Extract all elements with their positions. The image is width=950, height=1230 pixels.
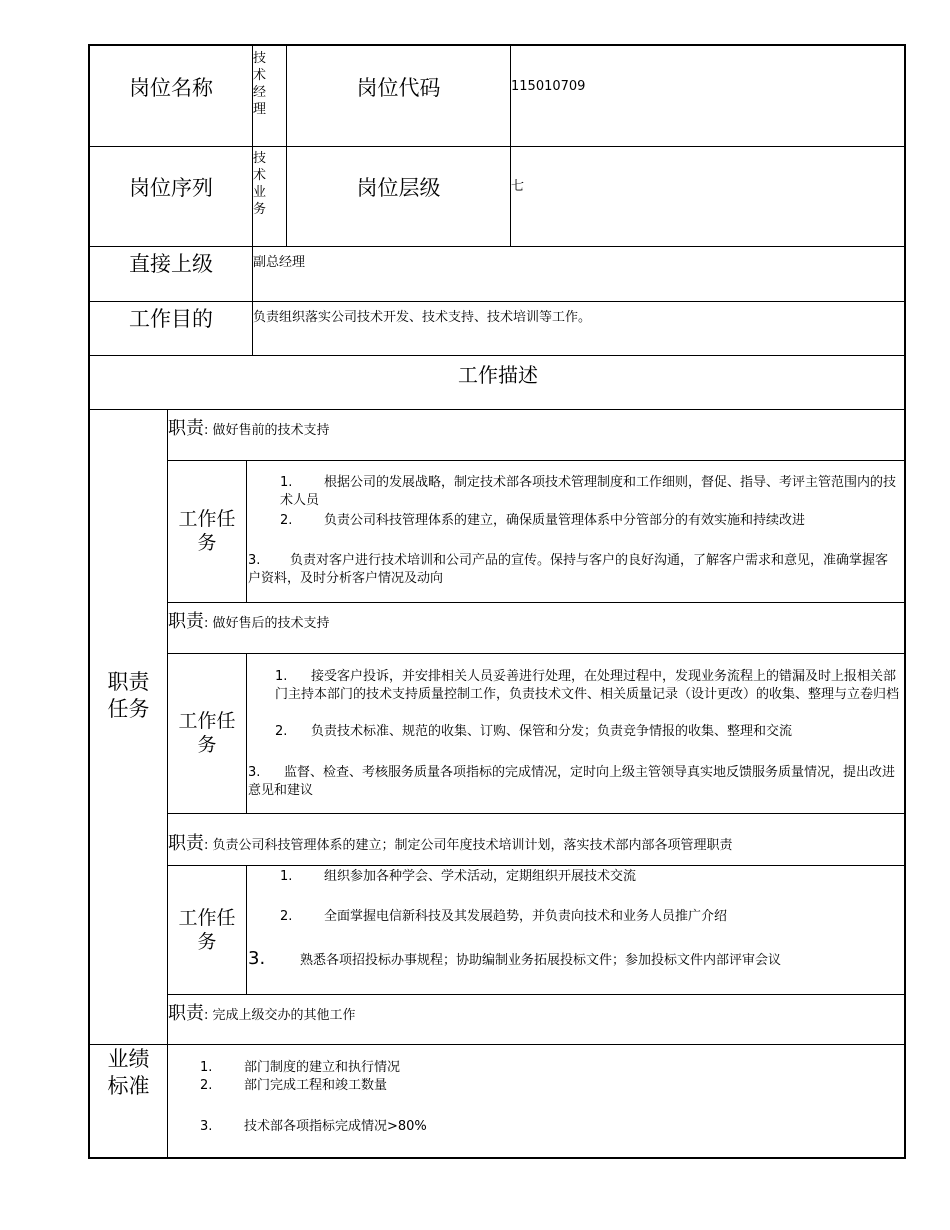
row-divider	[167, 865, 906, 866]
superior-value: 副总经理	[253, 255, 306, 270]
row-divider	[90, 409, 906, 410]
duty-prefix: 职责	[168, 611, 204, 632]
duty-1-task-1: 1. 根据公司的发展战略，制定技术部各项技术管理制度和工作细则，督促、指导、考评主管范围内的技术人员	[280, 475, 897, 508]
col-divider	[246, 653, 247, 813]
col-divider	[510, 46, 511, 246]
post-name-label: 岗位名称	[129, 76, 213, 100]
performance-item-2: 2. 部门完成工程和竣工数量	[200, 1078, 388, 1093]
task-label: 工作任务	[178, 508, 236, 554]
duty-prefix: 职责	[168, 1003, 204, 1024]
task-label: 工作任务	[178, 906, 236, 953]
duty-3-task-1: 1. 组织参加各种学会、学术活动，定期组织开展技术交流	[280, 869, 637, 884]
purpose-value: 负责组织落实公司技术开发、技术支持、技术培训等工作。	[253, 310, 592, 325]
post-level-label: 岗位层级	[356, 176, 441, 200]
description-title: 工作描述	[458, 362, 538, 387]
duties-label: 职责任务	[107, 670, 150, 721]
performance-item-3: 3. 技术部各项指标完成情况>80%	[200, 1119, 427, 1134]
row-divider	[167, 653, 906, 654]
row-divider	[167, 460, 906, 461]
duty-2-task-1: 1. 接受客户投诉，并安排相关人员妥善进行处理，在处理过程中，发现业务流程上的错漏及时上报相关部门主持本部门的技术支持质量控制工作，负责技术文件、相关质量记录（设计更改）的收集、整理与立卷归档	[275, 669, 900, 702]
duty-3-row	[168, 829, 898, 855]
job-description-table	[88, 44, 906, 1159]
post-series-label: 岗位序列	[129, 176, 213, 200]
duty-prefix: 职责	[168, 418, 204, 439]
duty-3-task-2: 2. 全面掌握电信新科技及其发展趋势，并负责向技术和业务人员推广介绍	[280, 909, 728, 924]
duty-2-task-3: 3. 监督、检查、考核服务质量各项指标的完成情况，定时向上级主管领导真实地反馈服务质量情况，提出改进意见和建议	[248, 765, 896, 798]
row-divider	[167, 813, 906, 814]
col-divider	[246, 865, 247, 994]
post-series-value: 技术业务	[253, 151, 267, 217]
col-divider	[246, 460, 247, 602]
task-label: 工作任务	[178, 710, 236, 756]
performance-label: 业绩标准	[107, 1047, 150, 1098]
duty-1-row	[168, 414, 898, 440]
duty-3-text: : 负责公司科技管理体系的建立；制定公司年度技术培训计划，落实技术部内部各项管理职责	[204, 838, 733, 853]
purpose-label: 工作目的	[129, 307, 213, 331]
post-code-label: 岗位代码	[356, 76, 441, 100]
duty-1-task-3: 3. 负责对客户进行技术培训和公司产品的宣传。保持与客户的良好沟通，了解客户需求和意见，准确掌握客户资料，及时分析客户情况及动向	[248, 553, 889, 586]
performance-item-1: 1. 部门制度的建立和执行情况	[200, 1060, 401, 1075]
row-divider	[90, 1044, 906, 1045]
duty-3-task-3: 3. 熟悉各项招投标办事规程；协助编制业务拓展投标文件；参加投标文件内部评审会议	[248, 948, 782, 969]
superior-label: 直接上级	[129, 252, 213, 276]
post-name-value: 技术经理	[253, 51, 267, 117]
duty-4-row	[168, 999, 898, 1025]
post-code-value: 115010709	[511, 79, 586, 94]
duty-2-row	[168, 607, 898, 633]
duty-1-text: : 做好售前的技术支持	[204, 423, 330, 438]
duty-4-text: : 完成上级交办的其他工作	[204, 1008, 356, 1023]
duty-1-task-2: 2. 负责公司科技管理体系的建立，确保质量管理体系中分管部分的有效实施和持续改进	[280, 513, 806, 528]
duty-prefix: 职责	[168, 833, 204, 854]
row-divider	[167, 602, 906, 603]
duty-2-task-2: 2. 负责技术标准、规范的收集、订购、保管和分发；负责竞争情报的收集、整理和交流	[275, 724, 793, 739]
row-divider	[167, 994, 906, 995]
post-level-value: 七	[511, 179, 525, 194]
duty-2-text: : 做好售后的技术支持	[204, 616, 330, 631]
